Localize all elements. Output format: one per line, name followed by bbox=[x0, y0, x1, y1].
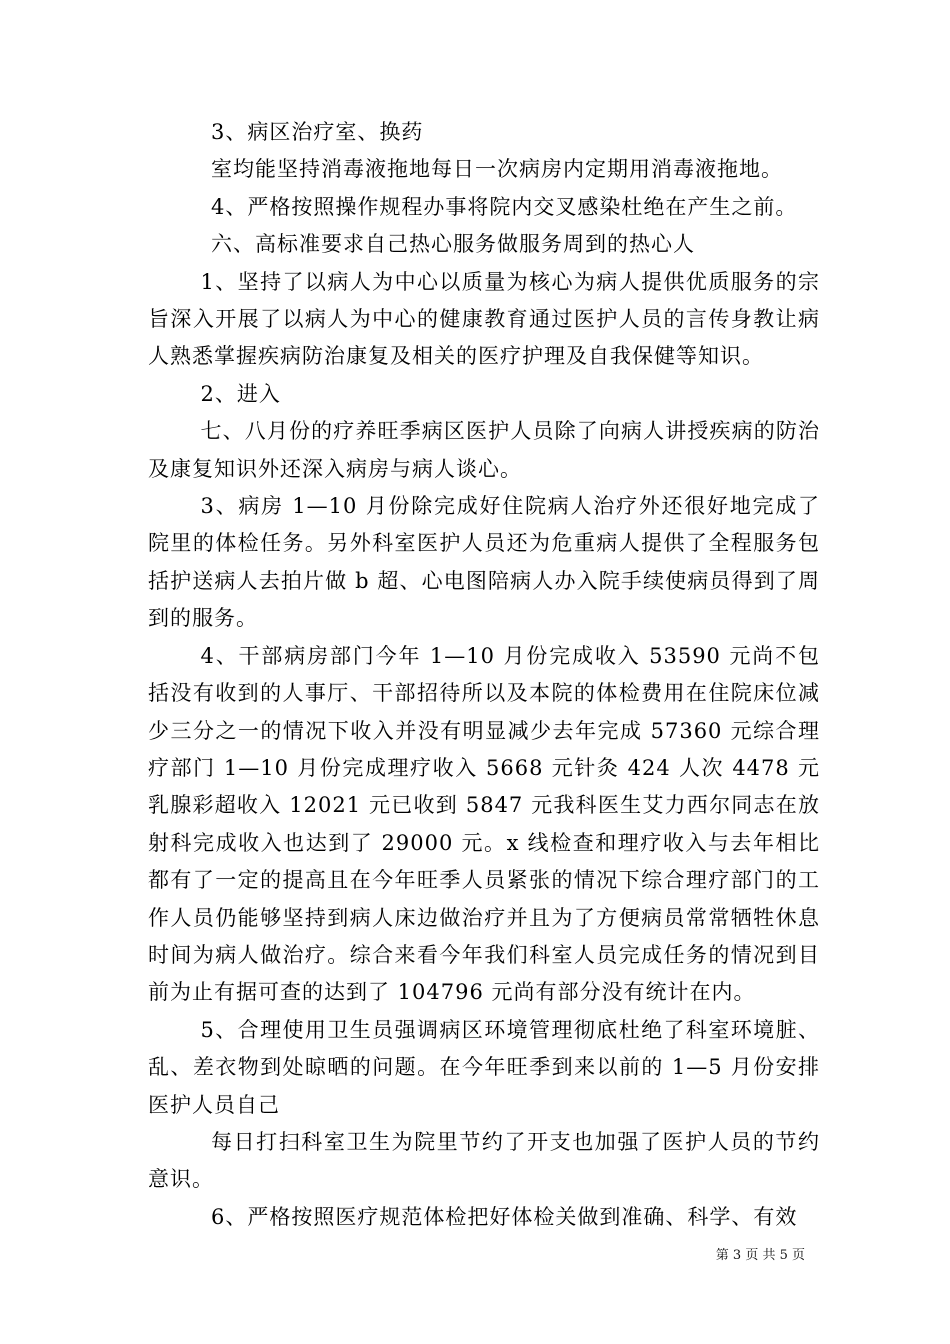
paragraph: 3、病区治疗室、换药 bbox=[211, 120, 424, 144]
paragraph: 七、八月份的疗养旺季病区医护人员除了向病人讲授疾病的防治及康复知识外还深入病房与病人谈心。 bbox=[148, 419, 820, 481]
paragraph: 6、严格按照医疗规范体检把好体检关做到准确、科学、有效 bbox=[211, 1204, 798, 1229]
paragraph: 1、坚持了以病人为中心以质量为核心为病人提供优质服务的宗旨深入开展了以病人为中心的健康教育通过医护人员的言传身教让病人熟悉掌握疾病防治康复及相关的医疗护理及自我保健等知识。 bbox=[148, 269, 820, 369]
paragraph: 2、进入 bbox=[200, 381, 281, 406]
document-body bbox=[148, 114, 820, 1236]
section-heading: 六、高标准要求自己热心服务做服务周到的热心人 bbox=[211, 232, 695, 257]
page-number: 第 3 页 共 5 页 bbox=[715, 1248, 805, 1263]
paragraph: 3、病房 1—10 月份除完成好住院病人治疗外还很好地完成了院里的体检任务。另外科室医护人员还为危重病人提供了全程服务包括护送病人去拍片做 b 超、心电图陪病人办入院手续使病员得到了周到的服务。 bbox=[148, 494, 820, 631]
paragraph: 4、干部病房部门今年 1—10 月份完成收入 53590 元尚不包括没有收到的人事厅、干部招待所以及本院的体检费用在住院床位减少三分之一的情况下收入并没有明显减少去年完成 57360 元综合理疗部门 1—10 月份完成理疗收入 5668 元针灸 424 人次 4478 元乳腺彩超收入 12021 元已收到 5847 元我科医生艾力西尔同志在放射科完成收入也达到了 29000 元。x 线检查和理疗收入与去年相比都有了一定的提高且在今年旺季人员紧张的情况下综合理疗部门的工作人员仍能够坚持到病人床边做治疗并且为了方便病员常常牺牲休息时间为病人做治疗。综合来看今年我们科室人员完成任务的情况到目前为止有据可查的达到了 104796 元尚有部分没有统计在内。 bbox=[148, 643, 820, 1005]
paragraph: 每日打扫科室卫生为院里节约了开支也加强了医护人员的节约意识。 bbox=[148, 1129, 820, 1192]
paragraph: 5、合理使用卫生员强调病区环境管理彻底杜绝了科室环境脏、乱、差衣物到处晾晒的问题。在今年旺季到来以前的 1—5 月份安排医护人员自己 bbox=[148, 1017, 820, 1117]
paragraph: 4、严格按照操作规程办事将院内交叉感染杜绝在产生之前。 bbox=[211, 194, 798, 219]
paragraph: 室均能坚持消毒液拖地每日一次病房内定期用消毒液拖地。 bbox=[211, 157, 783, 182]
